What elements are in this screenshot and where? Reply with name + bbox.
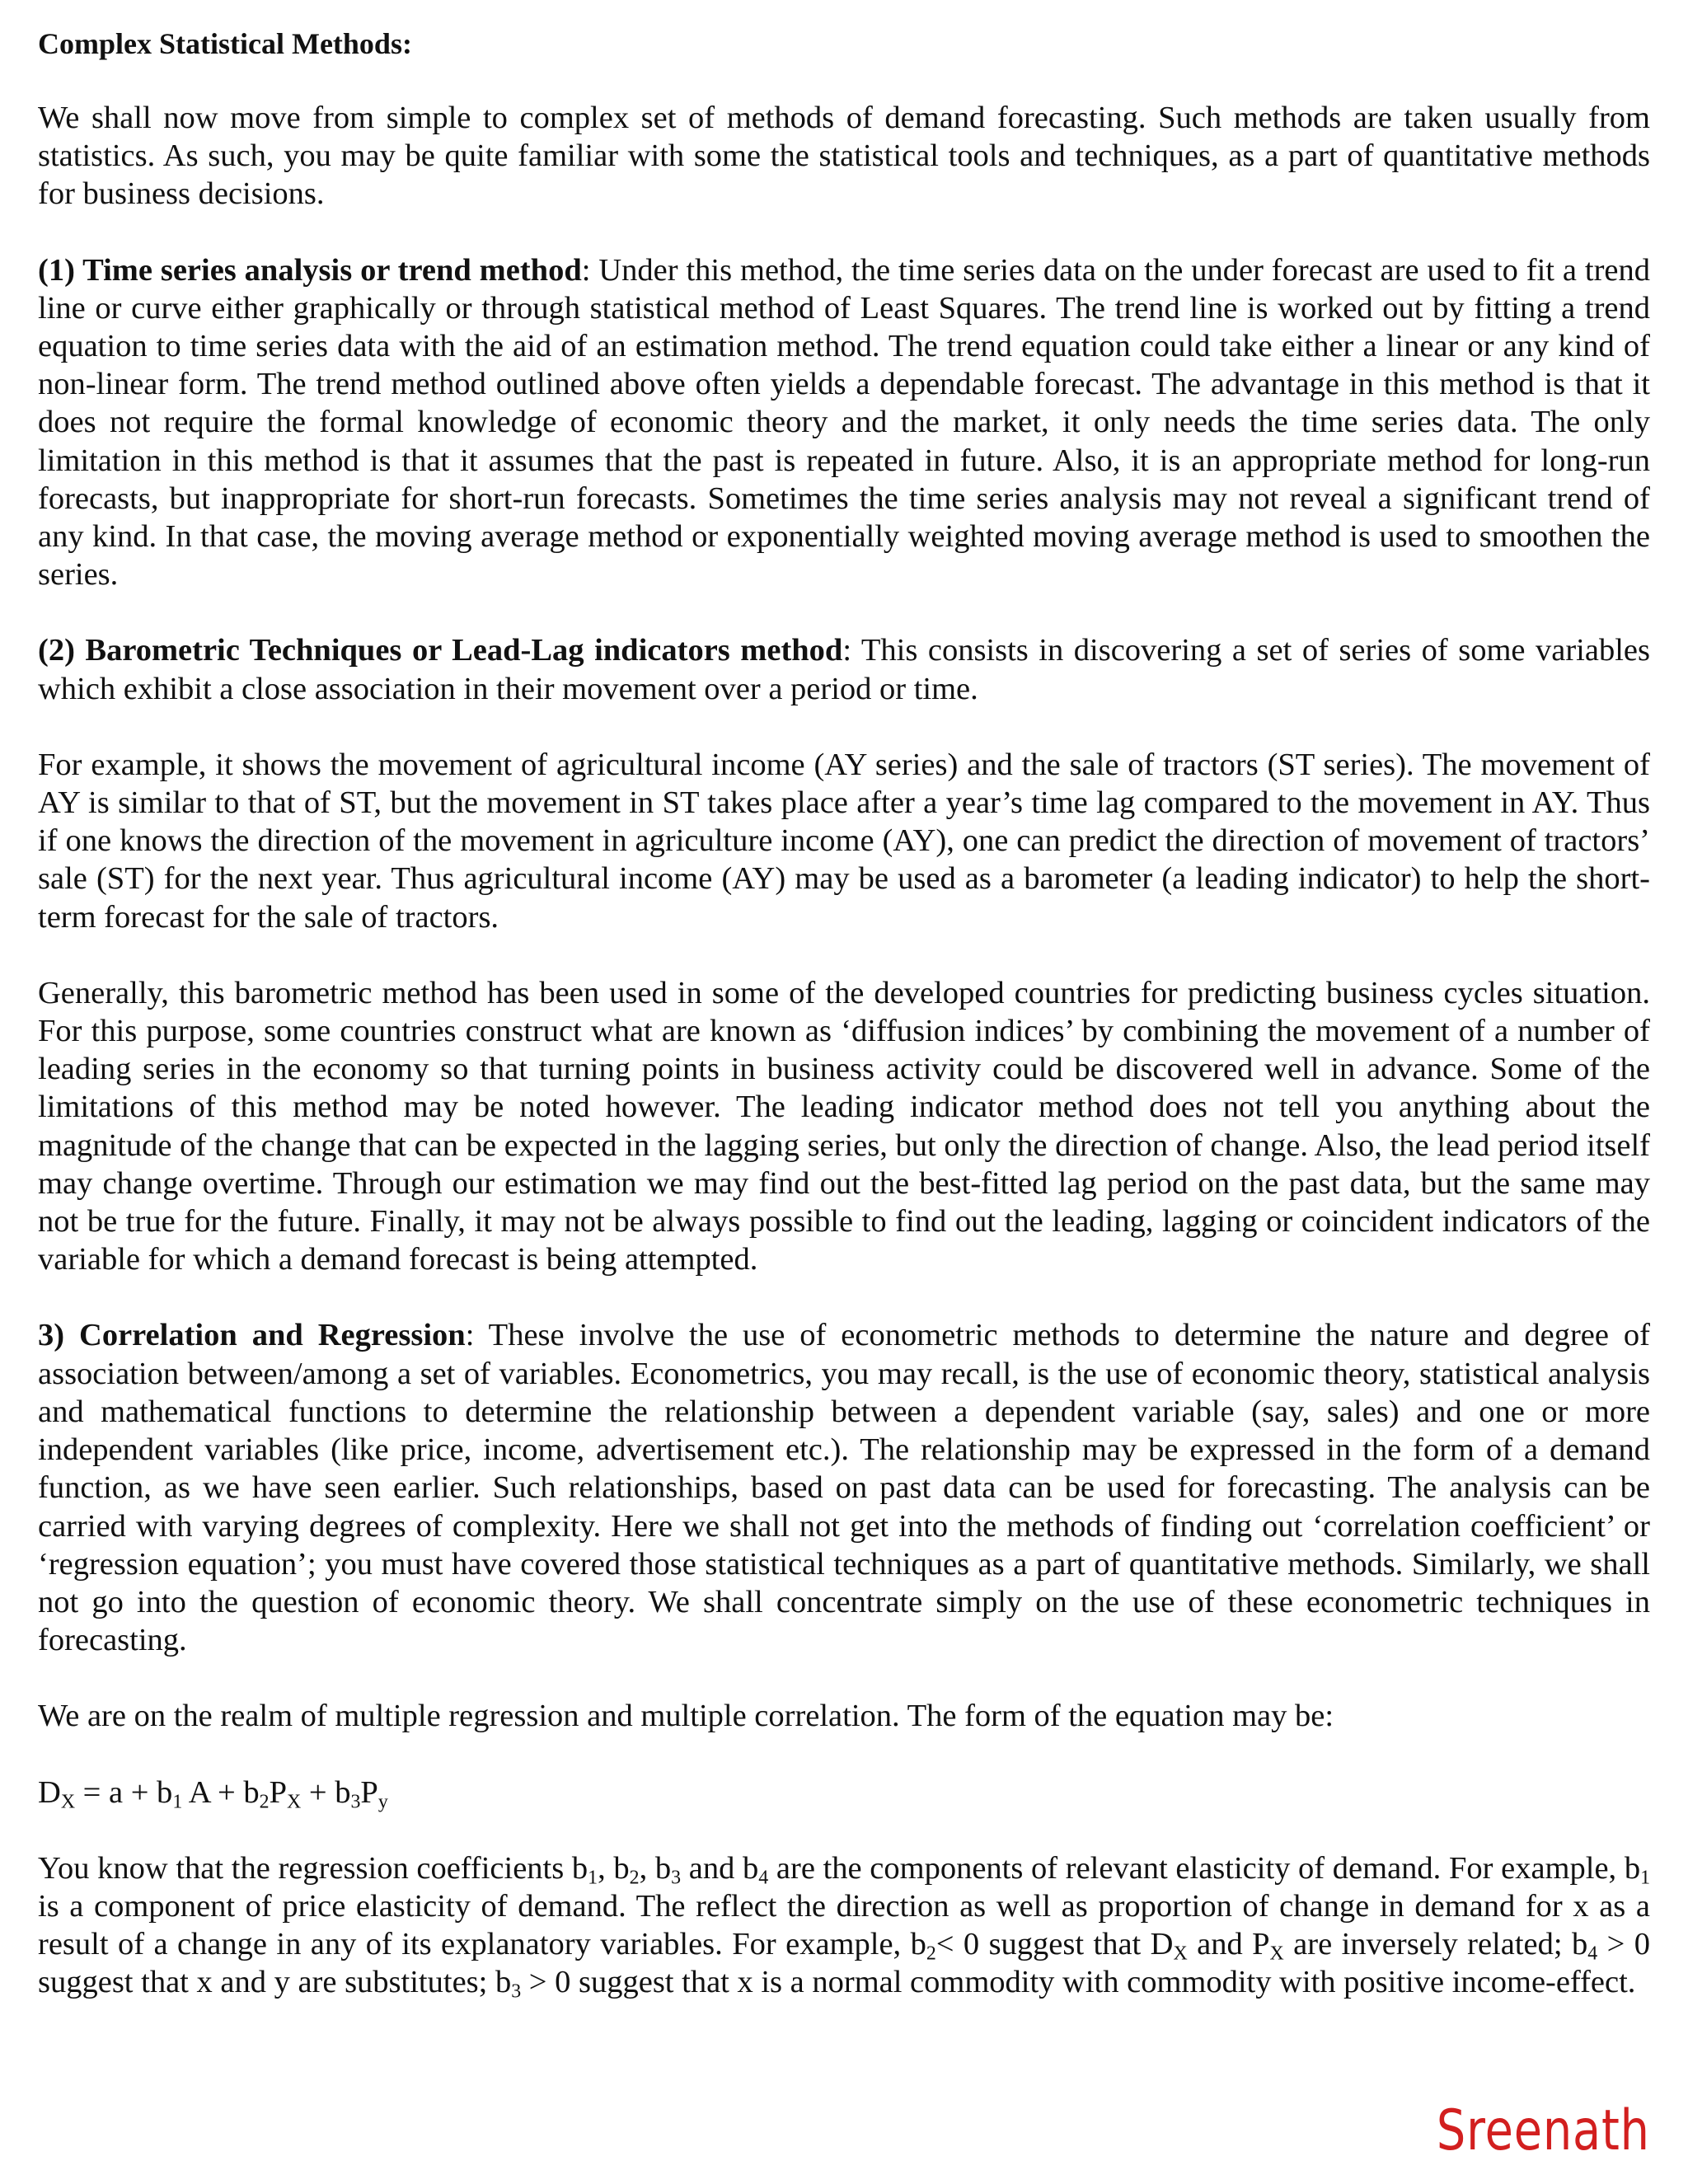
subscript: 3	[671, 1867, 682, 1889]
intro-paragraph: We shall now move from simple to complex set of methods of demand forecasting. Such methods are taken usually from statistics. As such, you may be quite familiar with some the statistical tools and techniques, as a part of quantitative methods for business decisions.	[38, 101, 1650, 212]
text-run: are the components of relevant elasticity of demand. For example, b	[768, 1850, 1641, 1886]
section-heading-barometric: (2) Barometric Techniques or Lead-Lag indicators method	[38, 633, 843, 668]
regression-intro-paragraph: We are on the realm of multiple regression and multiple correlation. The form of the equation may be:	[38, 1699, 1334, 1734]
eq-term: P	[360, 1774, 378, 1810]
eq-term: A + b	[182, 1774, 260, 1810]
regression-equation	[38, 1774, 1650, 1811]
text-run: > 0 suggest that x and y are substitutes; b	[38, 1927, 1650, 2000]
separator: :	[581, 252, 591, 288]
text-run: and P	[1187, 1927, 1270, 1962]
subscript: X	[1173, 1943, 1188, 1965]
eq-term: D	[38, 1774, 61, 1810]
text-run: > 0 suggest that x is a normal commodity with commodity with positive income-effect.	[521, 1965, 1636, 2000]
coefficients-paragraph	[38, 1849, 1650, 2002]
eq-subscript: 3	[350, 1791, 361, 1813]
subscript: X	[1269, 1943, 1284, 1965]
section-body-time-series: Under this method, the time series data on the under forecast are used to fit a trend line or curve either graphically or through statistical method of Least Squares. The trend line is worked out by fitting a trend equation to time series data with the aid of an estimation method. The trend equation could take either a linear or any kind of non-linear form. The trend method outlined above often yields a dependable forecast. The advantage in this method is that it does not require the formal knowledge of economic theory and the market, it only needs the time series data. The only limitation in this method is that it assumes that the past is repeated in future. Also, it is an appropriate method for long-run forecasts, but inappropriate for short-run forecasts. Sometimes the time series analysis may not reveal a significant trend of any kind. In that case, the moving average method or exponentially weighted moving average method is used to smoothen the series.	[38, 252, 1650, 593]
eq-term: + b	[301, 1774, 351, 1810]
subscript: 1	[588, 1867, 598, 1889]
barometric-limitations-paragraph: Generally, this barometric method has been used in some of the developed countries for predicting business cycles situation. For this purpose, some countries construct what are known as ‘diffusion indices’ by combining the movement of a number of leading series in the economy so that turning points in business activity could be discovered well in advance. Some of the limitations of this method may be noted however. The leading indicator method does not tell you anything about the magnitude of the change that can be expected in the lagging series, but only the direction of change. Also, the lead period itself may change overtime. Through our estimation we may find out the best-fitted lag period on the past data, but the same may not be true for the future. Finally, it may not be always possible to find out the leading, lagging or coincident indicators of the variable for which a demand forecast is being attempted.	[38, 975, 1650, 1277]
subscript: 2	[926, 1943, 936, 1965]
eq-subscript: 2	[259, 1791, 270, 1813]
subscript: 2	[629, 1867, 640, 1889]
text-run: are inversely related; b	[1283, 1927, 1588, 1962]
section-barometric	[38, 631, 1650, 707]
text-run: and b	[681, 1850, 759, 1886]
separator: :	[465, 1318, 475, 1353]
eq-term: = a + b	[75, 1774, 173, 1810]
eq-term: P	[269, 1774, 288, 1810]
barometric-example-paragraph: For example, it shows the movement of agricultural income (AY series) and the sale of tractors (ST series). The movement of AY is similar to that of ST, but the movement in ST takes place after a year’s time lag compared to the movement in AY. Thus if one knows the direction of the movement in agriculture income (AY), one can predict the direction of movement of tractors’ sale (ST) for the next year. Thus agricultural income (AY) may be used as a barometer (a leading indicator) to help the short-term forecast for the sale of tractors.	[38, 747, 1650, 935]
text-run: , b	[639, 1850, 672, 1886]
author-signature: Sreenath	[1437, 2098, 1650, 2163]
text-run: < 0 suggest that D	[935, 1927, 1174, 1962]
page-title: Complex Statistical Methods:	[38, 27, 412, 60]
subscript: 3	[511, 1981, 522, 2003]
eq-subscript: 1	[172, 1791, 183, 1813]
section-body-correlation: These involve the use of econometric methods to determine the nature and degree of association between/among a set of variables. Econometrics, you may recall, is the use of economic theory, statistical analysis and mathematical functions to determine the relationship between a dependent variable (say, sales) and one or more independent variables (like price, income, advertisement etc.). The relationship may be expressed in the form of a demand function, as we have seen earlier. Such relationships, based on past data can be used for forecasting. The analysis can be carried with varying degrees of complexity. Here we shall not get into the methods of finding out ‘correlation coefficient’ or ‘regression equation’; you must have covered those statistical techniques as a part of quantitative methods. Similarly, we shall not go into the question of economic theory. We shall concentrate simply on the use of these econometric techniques in forecasting.	[38, 1318, 1651, 1658]
section-time-series	[38, 251, 1650, 594]
section-heading-correlation: 3) Correlation and Regression	[38, 1318, 466, 1353]
subscript: 4	[758, 1867, 769, 1889]
text-run: You know that the regression coefficients b	[38, 1850, 588, 1886]
subscript: 1	[1640, 1867, 1651, 1889]
subscript: 4	[1587, 1943, 1598, 1965]
section-correlation-regression	[38, 1316, 1650, 1659]
section-heading-time-series: (1) Time series analysis or trend method	[38, 252, 582, 288]
text-run: is a component of price elasticity of demand. The reflect the direction as well as proportion of change in demand for x as a result of a change in any of its explanatory variables. For example, b	[38, 1888, 1650, 1962]
separator: :	[842, 633, 852, 668]
eq-subscript: y	[377, 1791, 388, 1813]
eq-subscript: X	[287, 1791, 302, 1813]
document-page	[38, 25, 1650, 2040]
section-body-barometric: This consists in discovering a set of series of some variables which exhibit a close association in their movement over a period or time.	[38, 633, 1650, 706]
eq-subscript: X	[60, 1791, 76, 1813]
text-run: , b	[598, 1850, 630, 1886]
